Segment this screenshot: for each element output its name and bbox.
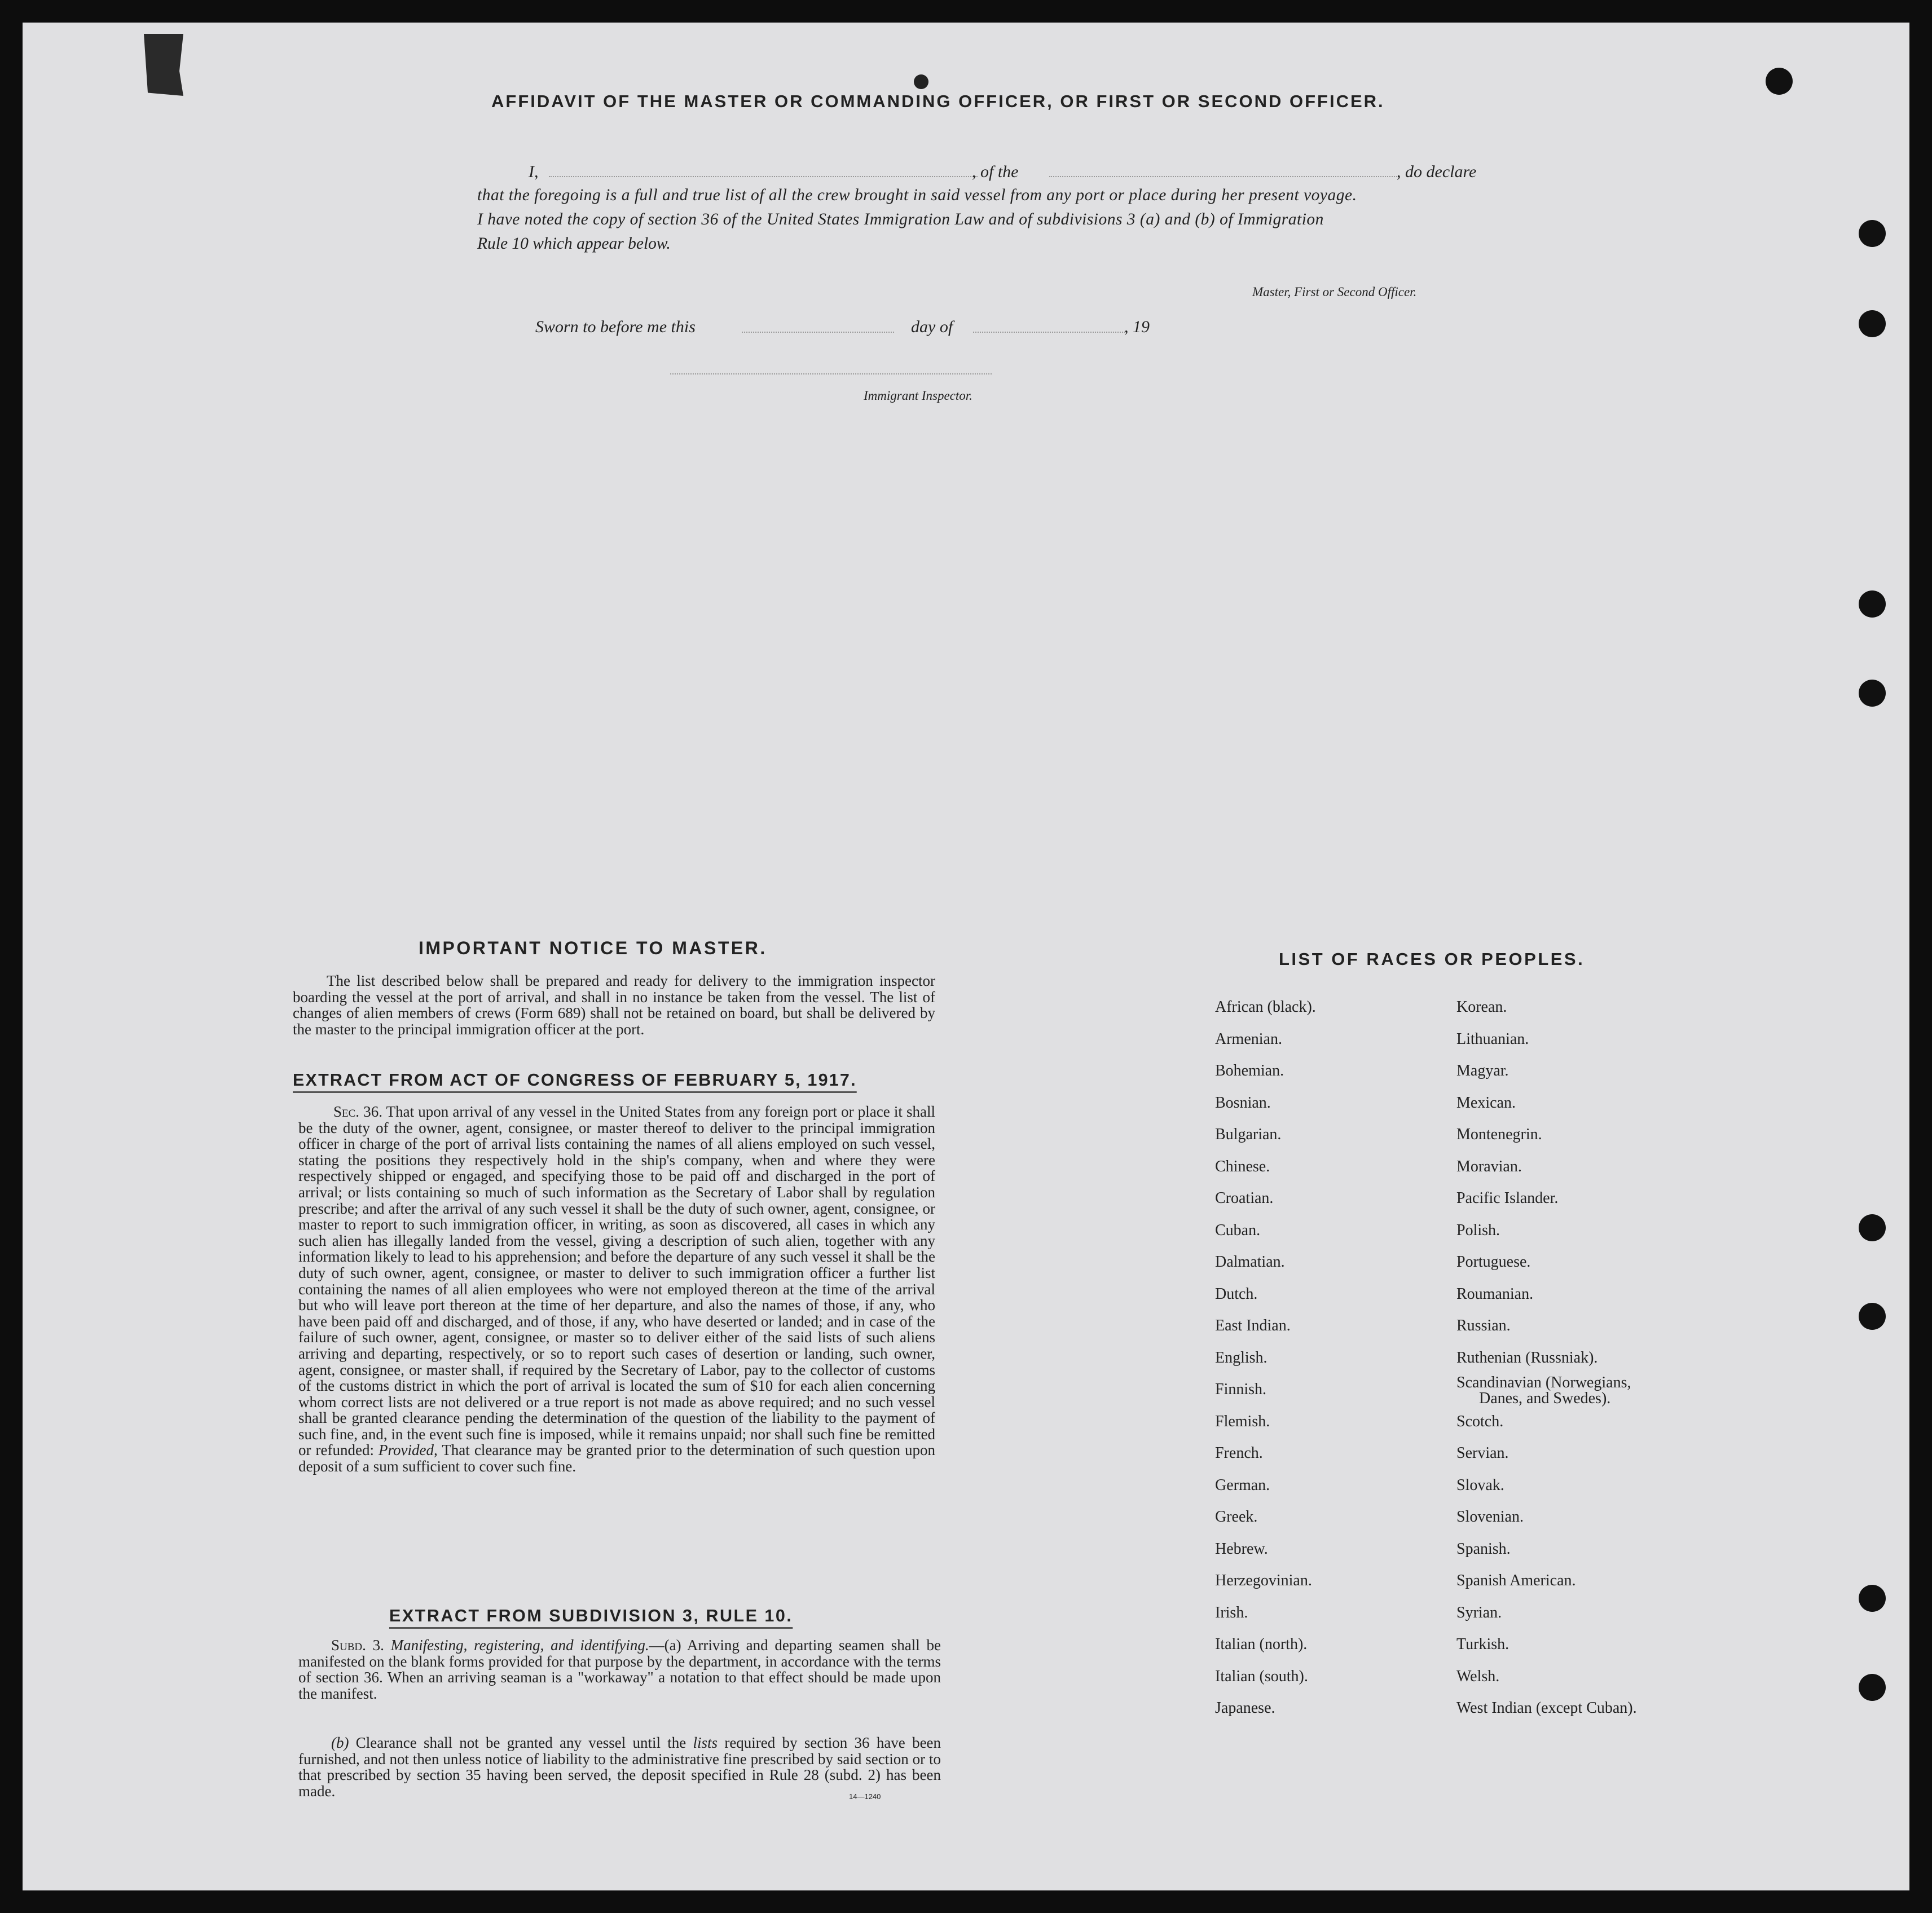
race-item-continued: Danes, and Swedes). bbox=[1479, 1390, 1611, 1407]
race-item: Turkish. bbox=[1456, 1636, 1509, 1653]
race-item: Hebrew. bbox=[1215, 1540, 1268, 1558]
race-item: Spanish American. bbox=[1456, 1572, 1576, 1589]
race-item: Italian (north). bbox=[1215, 1636, 1308, 1653]
day-of-label: day of bbox=[911, 318, 953, 336]
declarant-name-field[interactable] bbox=[549, 176, 978, 177]
race-item: Finnish. bbox=[1215, 1381, 1267, 1398]
race-item: Slovenian. bbox=[1456, 1508, 1524, 1526]
race-item: Dutch. bbox=[1215, 1285, 1258, 1303]
sworn-label: Sworn to before me this bbox=[535, 318, 696, 336]
year-label: , 19 bbox=[1124, 318, 1150, 336]
race-item-scandinavian bbox=[1456, 1375, 1637, 1414]
affidavit-body-line-2: I have noted the copy of section 36 of the United States Immigration Law and of subdivisions 3 (a) and (b) of Immigration bbox=[477, 210, 1324, 228]
race-item: Italian (south). bbox=[1215, 1667, 1308, 1685]
race-item: Mexican. bbox=[1456, 1094, 1516, 1112]
race-item: Russian. bbox=[1456, 1317, 1511, 1334]
subdivision-para-a: —(a) Arriving and departing seamen shall be manifested on the blank forms provided for that purpose by the department, in accordance with the terms of section 36. When an arriving seaman is a "workaway" a notation to that effect should be made upon the manifest. bbox=[298, 1637, 941, 1702]
affidavit-i-label: I, bbox=[529, 162, 539, 181]
form-number: 14—1240 bbox=[849, 1792, 881, 1801]
punch-hole bbox=[1859, 1585, 1886, 1612]
punch-hole bbox=[1859, 1303, 1886, 1330]
punch-hole bbox=[1859, 680, 1886, 707]
affidavit-body-line-1: that the foregoing is a full and true list of all the crew brought in said vessel from any port or place during her present voyage. bbox=[477, 186, 1357, 204]
torn-corner-mark bbox=[144, 34, 183, 96]
race-item: Cuban. bbox=[1215, 1221, 1261, 1239]
race-item: Croatian. bbox=[1215, 1189, 1274, 1207]
subdivision-heading: Manifesting, registering, and identifying. bbox=[390, 1637, 649, 1654]
race-item: Spanish. bbox=[1456, 1540, 1511, 1558]
race-item: Greek. bbox=[1215, 1508, 1258, 1526]
race-item: Ruthenian (Russniak). bbox=[1456, 1348, 1598, 1367]
race-item: Slovak. bbox=[1456, 1476, 1504, 1494]
act-extract-text bbox=[298, 1104, 935, 1475]
act-extract-title: EXTRACT FROM ACT OF CONGRESS OF FEBRUARY 5, 1917. bbox=[293, 1070, 857, 1090]
para-b-post: required by section 36 have been furnished, and not then unless notice of liability to the administrative fine prescribed by said section or to that prescribed by section 35 having been served, the deposit specified in Rule 28 (subd. 2) has been made. bbox=[298, 1734, 941, 1800]
rule-extract-para-a bbox=[298, 1637, 941, 1702]
rule-extract-title: EXTRACT FROM SUBDIVISION 3, RULE 10. bbox=[389, 1606, 793, 1625]
race-item: Japanese. bbox=[1215, 1699, 1275, 1717]
race-item: Montenegrin. bbox=[1456, 1126, 1542, 1143]
punch-hole bbox=[1766, 68, 1793, 95]
provided-word: Provided, bbox=[379, 1442, 438, 1459]
races-title: LIST OF RACES OR PEOPLES. bbox=[1279, 949, 1585, 969]
race-item: Lithuanian. bbox=[1456, 1030, 1529, 1048]
affidavit-body-line-3: Rule 10 which appear below. bbox=[477, 235, 671, 253]
punch-hole bbox=[1859, 1674, 1886, 1701]
race-item: Flemish. bbox=[1215, 1412, 1270, 1430]
race-item: Scotch. bbox=[1456, 1412, 1504, 1430]
section-36-text: That upon arrival of any vessel in the United States from any foreign port or place it shall be the duty of the owner, agent, consignee, or master thereof to deliver to the principal immigration officer in charge of the port of arrival lists containing the names of all aliens employed on such vessel, stating the positions they respectively hold in the ship's company, when and where they were respectively shipped or engaged, and specifying those to be paid off and discharged in the port of arrival; or lists containing so much of such information as the Secretary of Labor shall by regulation prescribe; and after the arrival of any such vessel it shall be the duty of such owner, agent, consignee, or master to report to such immigration officer, in writing, as soon as discovered, all cases in which any such alien has illegally landed from the vessel, giving a description of such alien, together with any information likely to lead to his apprehension; and before the departure of any such vessel it shall be the duty of such owner, agent, consignee, or master to deliver to such immigration officer a further list containing the names of all alien employees who were not employed thereon at the time of the arrival but who will leave port thereon at the time of her departure, and also the names of those, if any, who have been paid off and discharged, and of those, if any, who have deserted or landed; and in case of the failure of such owner, agent, consignee, or master so to deliver either of the said lists of such aliens arriving and departing, respectively, or so to report such cases of desertion or landing, such owner, agent, consignee, or master shall, if required by the Secretary of Labor, pay to the collector of customs of the customs district in which the port of arrival is located the sum of $10 for each alien concerning whom correct lists are not delivered or a true report is not made as above required; and no such vessel shall be granted clearance pending the determination of the question of the liability to the payment of such fine, and, in the event such fine is imposed, while it remains unpaid; nor shall such fine be remitted or refunded: bbox=[298, 1103, 935, 1459]
punch-hole bbox=[1859, 220, 1886, 247]
race-item: Chinese. bbox=[1215, 1157, 1270, 1175]
para-b-lists: lists bbox=[693, 1734, 718, 1751]
race-item: Korean. bbox=[1456, 998, 1507, 1016]
race-item: Polish. bbox=[1456, 1221, 1500, 1239]
race-item: Bosnian. bbox=[1215, 1094, 1271, 1112]
race-item: Syrian. bbox=[1456, 1603, 1502, 1621]
race-item: Dalmatian. bbox=[1215, 1253, 1285, 1271]
races-column-2 bbox=[1456, 999, 1637, 1733]
race-item: Pacific Islander. bbox=[1456, 1189, 1559, 1207]
notice-title: IMPORTANT NOTICE TO MASTER. bbox=[419, 938, 767, 958]
notice-text bbox=[293, 973, 935, 1037]
signature-caption: Master, First or Second Officer. bbox=[1252, 285, 1417, 299]
para-b-label: (b) bbox=[331, 1734, 349, 1751]
races-column-1 bbox=[1215, 999, 1316, 1733]
race-item: Servian. bbox=[1456, 1444, 1509, 1462]
subdivision-label: Subd. 3. bbox=[331, 1637, 384, 1654]
race-item: Bulgarian. bbox=[1215, 1126, 1282, 1143]
race-item: Moravian. bbox=[1456, 1157, 1522, 1175]
race-item: African (black). bbox=[1215, 998, 1316, 1016]
punch-hole bbox=[1859, 1214, 1886, 1241]
race-item: German. bbox=[1215, 1476, 1270, 1494]
notice-text-body: The list described below shall be prepared and ready for delivery to the immigration inspector boarding the vessel at the port of arrival, and shall in no instance be taken from the vessel. The list of changes of alien members of crews (Form 689) shall not be retained on board, but shall be delivered by the master to the principal immigration officer at the port. bbox=[293, 972, 935, 1038]
rule-extract-para-b bbox=[298, 1735, 941, 1799]
sworn-day-field[interactable] bbox=[742, 332, 894, 333]
section-label: Sec. 36. bbox=[333, 1103, 382, 1120]
race-item: Scandinavian (Norwegians, bbox=[1456, 1374, 1631, 1391]
race-item: Roumanian. bbox=[1456, 1285, 1534, 1303]
inspector-signature-field[interactable] bbox=[670, 373, 992, 374]
race-item: West Indian (except Cuban). bbox=[1456, 1699, 1637, 1717]
document-page bbox=[23, 23, 1909, 1890]
race-item: Bohemian. bbox=[1215, 1062, 1284, 1079]
race-item: Irish. bbox=[1215, 1603, 1248, 1621]
punch-hole bbox=[1859, 310, 1886, 337]
race-item: Magyar. bbox=[1456, 1062, 1509, 1079]
sworn-month-field[interactable] bbox=[973, 332, 1125, 333]
small-hole bbox=[914, 74, 928, 89]
race-item: East Indian. bbox=[1215, 1317, 1291, 1334]
vessel-name-field[interactable] bbox=[1049, 176, 1399, 177]
race-item: Armenian. bbox=[1215, 1030, 1282, 1048]
inspector-caption: Immigrant Inspector. bbox=[864, 389, 972, 403]
race-item: English. bbox=[1215, 1348, 1268, 1367]
section-36-text-end: That clearance may be granted prior to the determination of such question upon deposit of a sum sufficient to cover such fine. bbox=[298, 1442, 936, 1475]
race-item: Herzegovinian. bbox=[1215, 1572, 1312, 1589]
race-item: Welsh. bbox=[1456, 1667, 1500, 1685]
punch-hole bbox=[1859, 590, 1886, 618]
affidavit-of-the-label: , of the bbox=[972, 162, 1019, 181]
affidavit-title: AFFIDAVIT OF THE MASTER OR COMMANDING OFFICER, OR FIRST OR SECOND OFFICER. bbox=[491, 91, 1385, 111]
race-item: Portuguese. bbox=[1456, 1253, 1531, 1271]
affidavit-do-declare: , do declare bbox=[1397, 162, 1477, 181]
para-b-pre: Clearance shall not be granted any vessel until the bbox=[355, 1734, 686, 1751]
race-item: French. bbox=[1215, 1444, 1263, 1462]
